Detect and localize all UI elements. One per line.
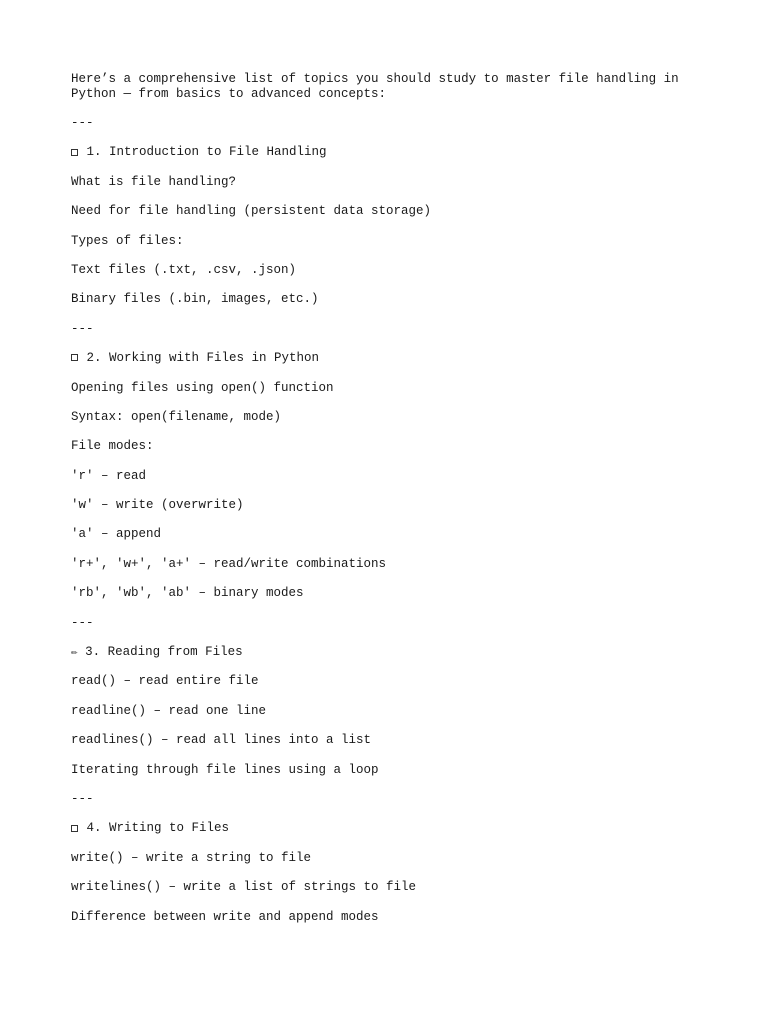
doc-line	[71, 550, 711, 579]
doc-line	[71, 726, 711, 755]
line-text: 3. Reading from Files	[85, 645, 243, 660]
box-icon	[71, 354, 78, 361]
doc-line	[71, 785, 711, 814]
section-heading	[71, 344, 711, 373]
line-text: 'r+', 'w+', 'a+' – read/write combinations	[71, 556, 387, 571]
line-text: ---	[71, 791, 94, 806]
line-text: Binary files (.bin, images, etc.)	[71, 292, 319, 307]
doc-line	[71, 844, 711, 873]
doc-line	[71, 168, 711, 197]
line-text: ---	[71, 321, 94, 336]
doc-line	[71, 285, 711, 314]
line-text: Difference between write and append modes	[71, 909, 379, 924]
line-text: 'r' – read	[71, 468, 147, 483]
section-heading	[71, 814, 711, 843]
box-icon	[71, 149, 78, 156]
doc-line	[71, 697, 711, 726]
line-text: Syntax: open(filename, mode)	[71, 409, 282, 424]
doc-line	[71, 432, 711, 461]
line-text: 2. Working with Files in Python	[86, 351, 320, 366]
section-heading	[71, 138, 711, 167]
line-text: Need for file handling (persistent data storage)	[71, 204, 432, 219]
line-text: ---	[71, 116, 94, 130]
box-icon	[71, 825, 78, 832]
doc-line	[71, 109, 711, 138]
line-text: ---	[71, 615, 94, 630]
doc-line	[71, 197, 711, 226]
doc-line	[71, 579, 711, 608]
doc-line	[71, 756, 711, 785]
pencil-icon: ✏	[71, 647, 78, 660]
doc-line	[71, 227, 711, 256]
doc-line	[71, 667, 711, 696]
line-text: Text files (.txt, .csv, .json)	[71, 262, 297, 277]
line-text: Types of files:	[71, 233, 184, 248]
doc-line	[71, 873, 711, 902]
doc-line	[71, 520, 711, 549]
doc-line	[71, 374, 711, 403]
line-text: 'w' – write (overwrite)	[71, 498, 244, 513]
document-page	[71, 72, 711, 932]
line-text: What is file handling?	[71, 174, 237, 189]
doc-line	[71, 609, 711, 638]
doc-line	[71, 491, 711, 520]
doc-line	[71, 315, 711, 344]
doc-line	[71, 256, 711, 285]
line-text: File modes:	[71, 439, 154, 454]
line-text: write() – write a string to file	[71, 850, 312, 865]
line-text: readlines() – read all lines into a list	[71, 733, 372, 748]
line-text: writelines() – write a list of strings to file	[71, 880, 417, 895]
doc-line	[71, 462, 711, 491]
line-text: 'rb', 'wb', 'ab' – binary modes	[71, 586, 304, 601]
line-text: readline() – read one line	[71, 703, 267, 718]
line-text: Opening files using open() function	[71, 380, 334, 395]
line-text: 4. Writing to Files	[86, 821, 230, 836]
line-text: Iterating through file lines using a loop	[71, 762, 379, 777]
section-heading	[71, 638, 711, 667]
line-text: 1. Introduction to File Handling	[86, 145, 327, 160]
line-text: read() – read entire file	[71, 674, 259, 689]
doc-line	[71, 903, 711, 932]
doc-line	[71, 403, 711, 432]
line-text: 'a' – append	[71, 527, 162, 542]
intro-paragraph: Here’s a comprehensive list of topics you should study to master file handling in Python — from basics to advanced concepts:	[71, 72, 687, 101]
